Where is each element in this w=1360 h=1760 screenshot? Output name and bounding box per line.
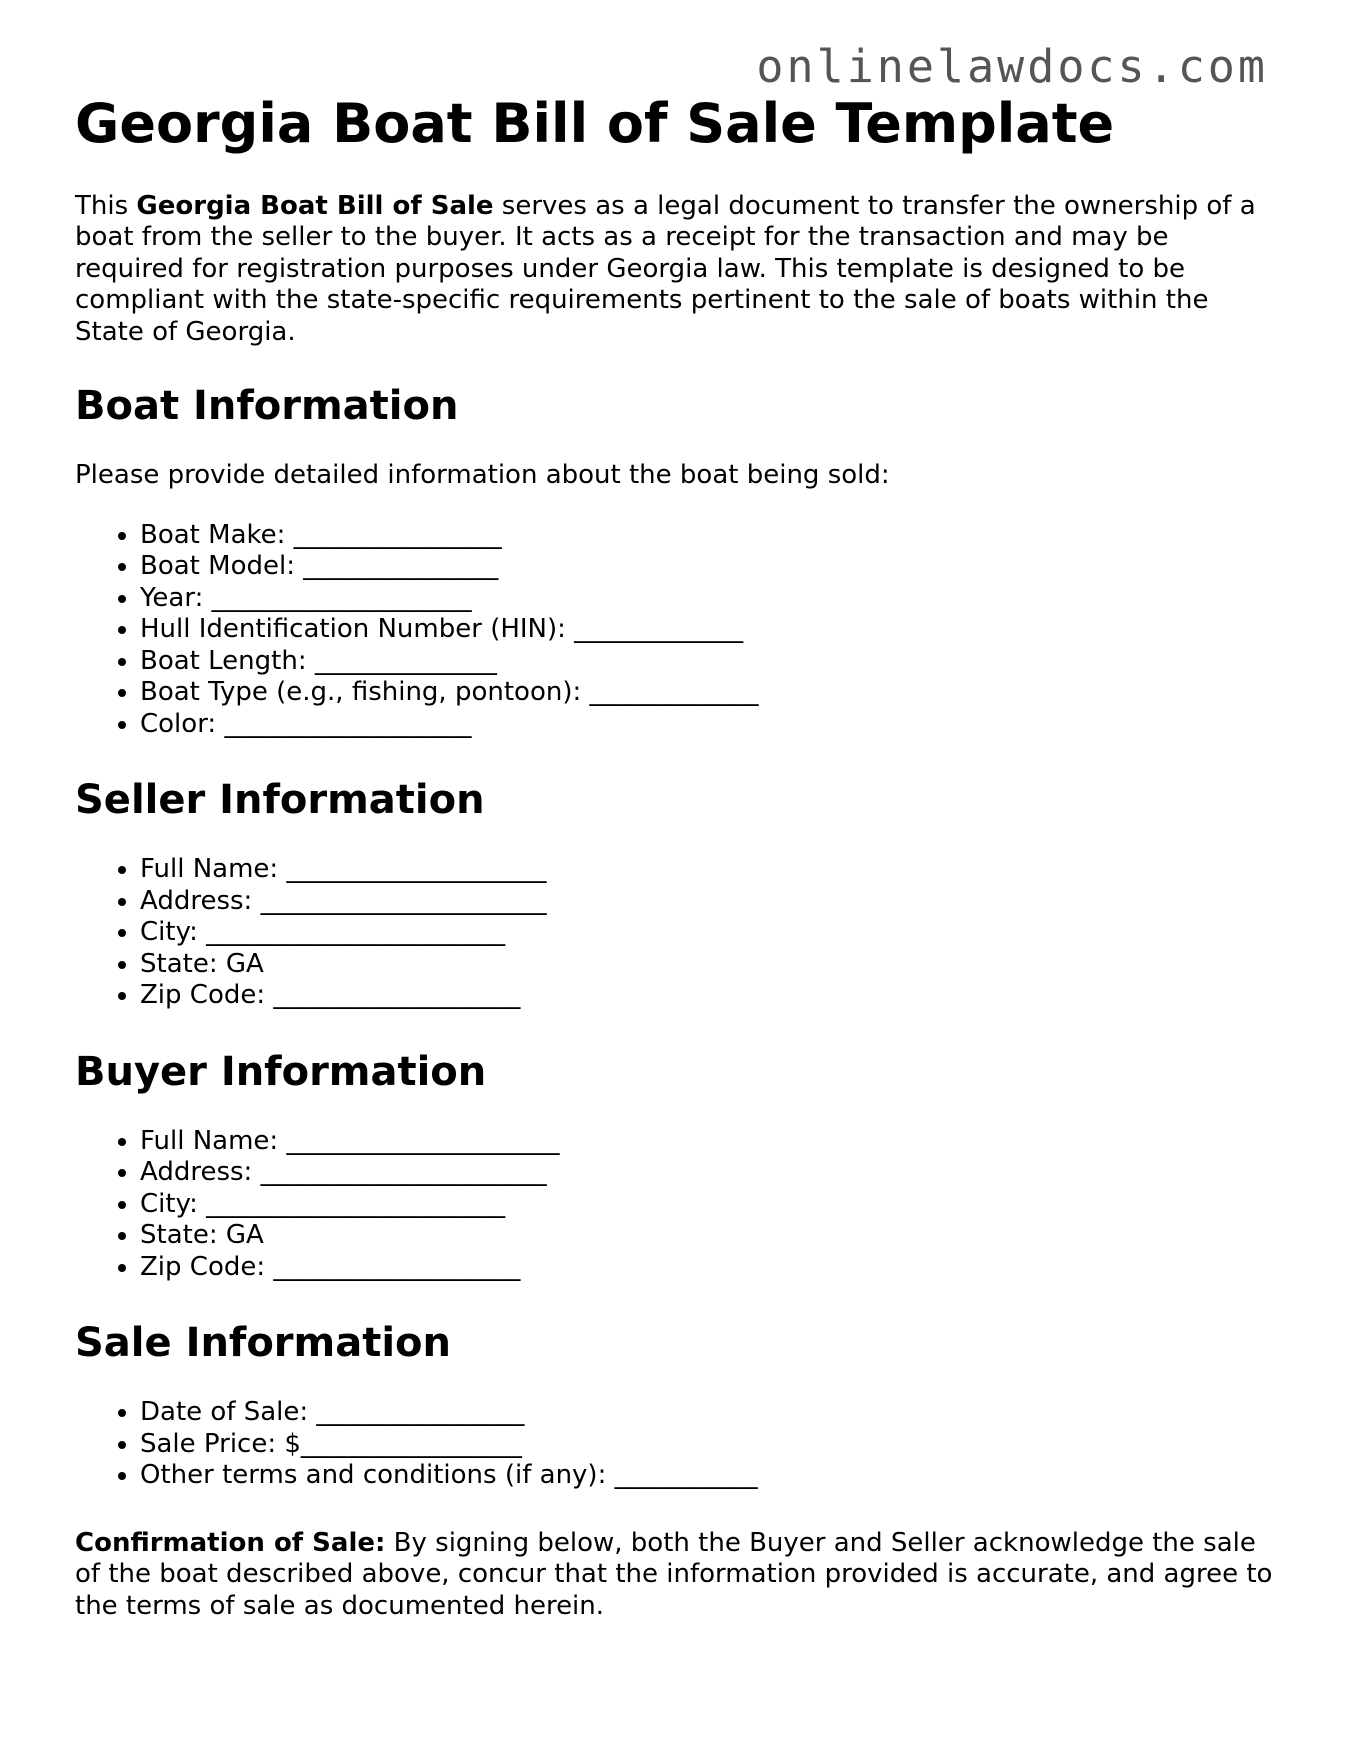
confirmation-paragraph: [75, 1528, 1285, 1623]
confirmation-text: By signing below, both the Buyer and Seller acknowledge the sale of the boat described above, concur that the information provided is accurate, and agree to the terms of sale as documented herein.: [75, 1527, 1273, 1621]
buyer-information-list: [75, 1126, 1285, 1284]
intro-prefix: This: [75, 190, 137, 221]
boat-color-field: • Color: ___________________: [140, 709, 1285, 741]
boat-information-heading: Boat Information: [75, 383, 459, 430]
boat-information-lead: Please provide detailed information about the boat being sold:: [75, 460, 890, 491]
seller-city-field: • City: _______________________: [140, 917, 1285, 949]
buyer-address-field: • Address: ______________________: [140, 1157, 1285, 1189]
boat-make-field: • Boat Make: ________________: [140, 520, 1285, 552]
watermark: onlinelawdocs.com: [756, 40, 1268, 93]
boat-information-list: [75, 520, 1285, 741]
sale-date-field: • Date of Sale: ________________: [140, 1397, 1285, 1429]
boat-type-field: • Boat Type (e.g., fishing, pontoon): _____________: [140, 677, 1285, 709]
sale-information-heading: Sale Information: [75, 1320, 451, 1367]
seller-information-heading: Seller Information: [75, 777, 485, 824]
seller-information-list: [75, 854, 1285, 1012]
boat-year-field: • Year: ____________________: [140, 583, 1285, 615]
sale-information-list: [75, 1397, 1285, 1492]
sale-terms-field: • Other terms and conditions (if any): ___________: [140, 1460, 1285, 1492]
seller-zip-field: • Zip Code: ___________________: [140, 980, 1285, 1012]
buyer-information-heading: Buyer Information: [75, 1048, 487, 1095]
seller-state-field: • State: GA: [140, 949, 1285, 981]
boat-length-field: • Boat Length: ______________: [140, 646, 1285, 678]
intro-suffix: serves as a legal document to transfer the ownership of a boat from the seller to the buyer. It acts as a receipt for the transaction and may be required for registration purposes under Georgia law. This template is designed to be compliant with the state-specific requirements pertinent to the sale of boats within the State of Georgia.: [75, 190, 1256, 347]
buyer-zip-field: • Zip Code: ___________________: [140, 1252, 1285, 1284]
sale-price-field: • Sale Price: $_________________: [140, 1429, 1285, 1461]
buyer-state-field: • State: GA: [140, 1220, 1285, 1252]
boat-model-field: • Boat Model: _______________: [140, 551, 1285, 583]
intro-bold: Georgia Boat Bill of Sale: [136, 190, 494, 221]
boat-hin-field: • Hull Identification Number (HIN): _____________: [140, 614, 1285, 646]
buyer-city-field: • City: _______________________: [140, 1189, 1285, 1221]
page-title: Georgia Boat Bill of Sale Template: [75, 92, 1115, 155]
buyer-full-name-field: • Full Name: _____________________: [140, 1126, 1285, 1158]
seller-address-field: • Address: ______________________: [140, 886, 1285, 918]
confirmation-label: Confirmation of Sale:: [75, 1527, 386, 1558]
seller-full-name-field: • Full Name: ____________________: [140, 854, 1285, 886]
intro-paragraph: [75, 191, 1285, 349]
document-page: [75, 92, 1285, 1654]
